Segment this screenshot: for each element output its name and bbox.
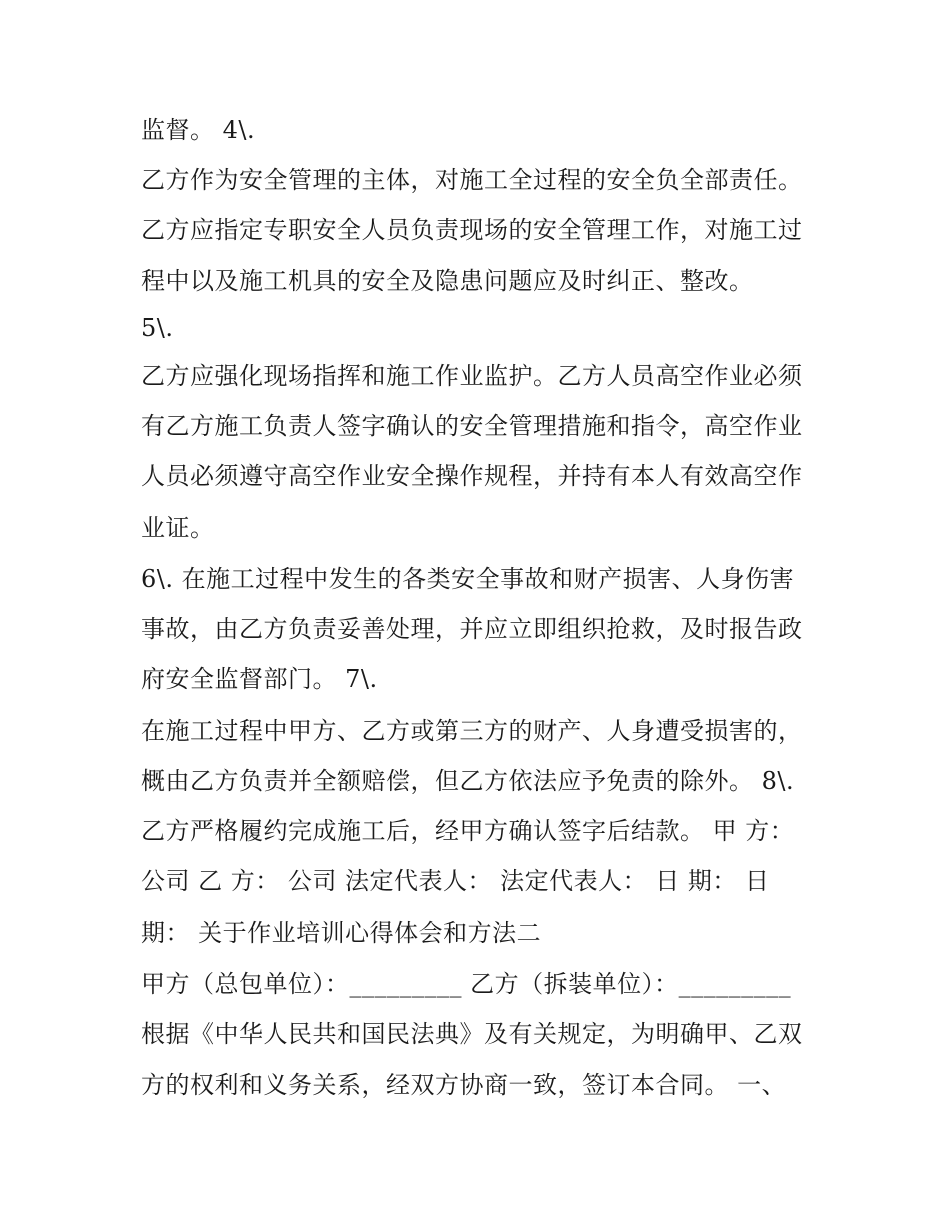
text-line: 府安全监督部门。 7\. <box>141 665 378 693</box>
text-line: 6\. 在施工过程中发生的各类安全事故和财产损害、人身伤害 <box>141 565 795 593</box>
text-line: 方的权利和义务关系，经双方协商一致，签订本合同。 一、 <box>141 1071 787 1099</box>
text-line: 人员必须遵守高空作业安全操作规程，并持有本人有效高空作 <box>141 462 803 490</box>
text-line: 乙方应强化现场指挥和施工作业监护。乙方人员高空作业必须 <box>141 362 803 390</box>
text-line: 在施工过程中甲方、乙方或第三方的财产、人身遭受损害的， <box>141 717 803 745</box>
text-line: 甲方（总包单位）：_________ 乙方（拆装单位）：_________ <box>141 970 792 998</box>
text-line: 期： 关于作业培训心得体会和方法二 <box>141 919 542 947</box>
text-line: 有乙方施工负责人签字确认的安全管理措施和指令，高空作业 <box>141 412 803 440</box>
text-line: 监督。 4\. <box>141 116 256 144</box>
text-line: 乙方严格履约完成施工后，经甲方确认签字后结款。 甲 方： <box>141 817 795 845</box>
text-line: 业证。 <box>141 514 215 542</box>
text-line: 乙方作为安全管理的主体，对施工全过程的安全负全部责任。 <box>141 166 803 194</box>
text-line: 概由乙方负责并全额赔偿，但乙方依法应予免责的除外。 8\. <box>141 767 795 795</box>
text-line: 事故，由乙方负责妥善处理，并应立即组织抢救，及时报告政 <box>141 615 803 643</box>
text-line: 乙方应指定专职安全人员负责现场的安全管理工作，对施工过 <box>141 216 803 244</box>
text-line: 5\. <box>141 314 174 342</box>
text-line: 根据《中华人民共和国民法典》及有关规定，为明确甲、乙双 <box>141 1020 803 1048</box>
text-line: 程中以及施工机具的安全及隐患问题应及时纠正、整改。 <box>141 267 754 295</box>
text-line: 公司 乙 方： 公司 法定代表人： 法定代表人： 日 期： 日 <box>141 867 770 895</box>
